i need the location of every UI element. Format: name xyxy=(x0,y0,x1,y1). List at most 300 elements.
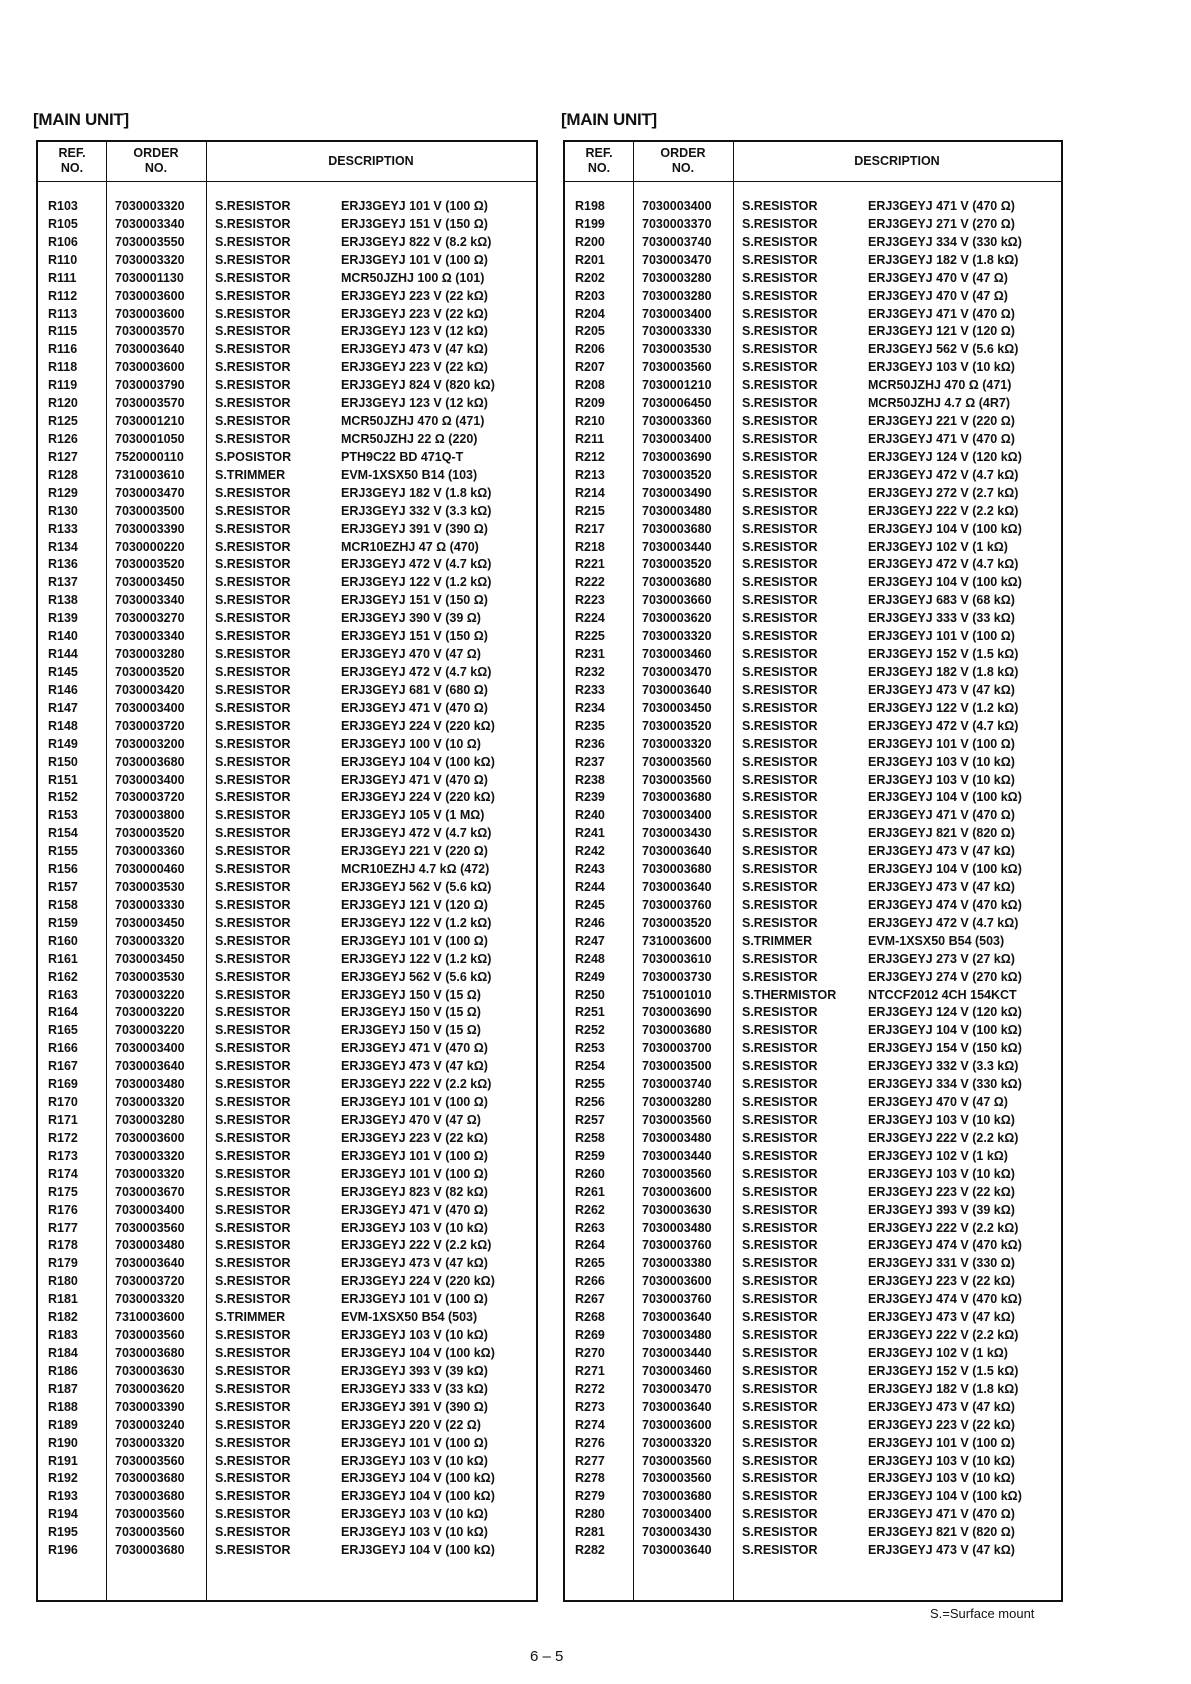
header-order: ORDER NO. xyxy=(660,146,706,175)
part-type: S.RESISTOR xyxy=(215,252,291,267)
ref-no: R166 xyxy=(48,1041,78,1056)
part-type: S.RESISTOR xyxy=(215,306,291,321)
table-row xyxy=(565,1202,1061,1220)
part-type: S.RESISTOR xyxy=(742,826,818,841)
table-row xyxy=(38,700,536,718)
ref-no: R268 xyxy=(575,1310,605,1325)
part-description: ERJ3GEYJ 152 V (1.5 kΩ) xyxy=(868,647,1019,662)
ref-no: R189 xyxy=(48,1417,78,1432)
table-row xyxy=(565,1363,1061,1381)
part-description: ERJ3GEYJ 471 V (470 Ω) xyxy=(868,1507,1015,1522)
order-no: 7030003400 xyxy=(115,1202,185,1217)
order-no: 7310003600 xyxy=(642,933,712,948)
ref-no: R157 xyxy=(48,880,78,895)
ref-no: R186 xyxy=(48,1363,78,1378)
part-type: S.RESISTOR xyxy=(215,503,291,518)
part-description: ERJ3GEYJ 223 V (22 kΩ) xyxy=(341,1130,488,1145)
ref-no: R129 xyxy=(48,485,78,500)
part-type: S.RESISTOR xyxy=(215,1130,291,1145)
table-row xyxy=(565,539,1061,557)
order-no: 7030003480 xyxy=(115,1077,185,1092)
table-row xyxy=(565,628,1061,646)
order-no: 7030003720 xyxy=(115,1274,185,1289)
order-no: 7030003340 xyxy=(115,216,185,231)
part-type: S.RESISTOR xyxy=(742,1453,818,1468)
part-type: S.RESISTOR xyxy=(742,844,818,859)
table-row xyxy=(565,718,1061,736)
part-description: ERJ3GEYJ 124 V (120 kΩ) xyxy=(868,449,1022,464)
part-description: ERJ3GEYJ 473 V (47 kΩ) xyxy=(868,1399,1015,1414)
order-no: 7030001130 xyxy=(115,270,184,285)
table-row xyxy=(565,377,1061,395)
part-description: ERJ3GEYJ 124 V (120 kΩ) xyxy=(868,1005,1022,1020)
order-no: 7520000110 xyxy=(115,449,184,464)
order-no: 7030003620 xyxy=(115,1381,185,1396)
part-description: MCR50JZHJ 470 Ω (471) xyxy=(341,414,485,429)
ref-no: R161 xyxy=(48,951,78,966)
part-type: S.RESISTOR xyxy=(742,360,818,375)
order-no: 7030003680 xyxy=(642,521,712,536)
order-no: 7030003620 xyxy=(642,611,712,626)
part-type: S.RESISTOR xyxy=(742,1202,818,1217)
left-parts-table xyxy=(36,140,538,1602)
part-type: S.RESISTOR xyxy=(742,1113,818,1128)
ref-no: R271 xyxy=(575,1363,605,1378)
part-description: EVM-1XSX50 B54 (503) xyxy=(868,933,1005,948)
ref-no: R103 xyxy=(48,199,78,213)
order-no: 7030003680 xyxy=(642,575,712,590)
table-row xyxy=(38,1309,536,1327)
ref-no: R262 xyxy=(575,1202,605,1217)
ref-no: R181 xyxy=(48,1292,78,1307)
part-description: ERJ3GEYJ 332 V (3.3 kΩ) xyxy=(341,503,492,518)
part-description: ERJ3GEYJ 472 V (4.7 kΩ) xyxy=(341,557,492,572)
ref-no: R231 xyxy=(575,647,605,662)
part-type: S.RESISTOR xyxy=(742,414,818,429)
ref-no: R127 xyxy=(48,449,78,464)
part-description: ERJ3GEYJ 103 V (10 kΩ) xyxy=(868,360,1015,375)
order-no: 7030003380 xyxy=(642,1256,712,1271)
table-row xyxy=(38,1040,536,1058)
part-description: ERJ3GEYJ 101 V (100 Ω) xyxy=(341,1148,488,1163)
table-row xyxy=(565,216,1061,234)
order-no: 7030003680 xyxy=(642,790,712,805)
ref-no: R260 xyxy=(575,1166,605,1181)
ref-no: R223 xyxy=(575,593,605,608)
table-row xyxy=(565,1399,1061,1417)
table-row xyxy=(38,234,536,252)
part-type: S.RESISTOR xyxy=(215,342,291,357)
part-type: S.RESISTOR xyxy=(742,897,818,912)
table-row xyxy=(565,843,1061,861)
table-row xyxy=(38,1255,536,1273)
part-type: S.RESISTOR xyxy=(742,1059,818,1074)
ref-no: R177 xyxy=(48,1220,78,1235)
ref-no: R263 xyxy=(575,1220,605,1235)
part-description: ERJ3GEYJ 103 V (10 kΩ) xyxy=(868,1453,1015,1468)
part-type: S.RESISTOR xyxy=(742,288,818,303)
order-no: 7030003720 xyxy=(115,790,185,805)
part-type: S.RESISTOR xyxy=(742,1041,818,1056)
ref-no: R118 xyxy=(48,360,78,375)
ref-no: R113 xyxy=(48,306,78,321)
table-row xyxy=(565,1004,1061,1022)
table-row xyxy=(565,1112,1061,1130)
part-description: ERJ3GEYJ 104 V (100 kΩ) xyxy=(868,862,1022,877)
ref-no: R158 xyxy=(48,897,78,912)
table-row xyxy=(38,216,536,234)
part-type: S.RESISTOR xyxy=(215,897,291,912)
part-description: ERJ3GEYJ 221 V (220 Ω) xyxy=(341,844,488,859)
part-type: S.RESISTOR xyxy=(742,1328,818,1343)
part-description: ERJ3GEYJ 471 V (470 Ω) xyxy=(868,431,1015,446)
ref-no: R159 xyxy=(48,915,78,930)
ref-no: R278 xyxy=(575,1471,605,1486)
part-description: ERJ3GEYJ 150 V (15 Ω) xyxy=(341,1023,481,1038)
table-row xyxy=(38,252,536,270)
part-description: ERJ3GEYJ 222 V (2.2 kΩ) xyxy=(341,1077,492,1092)
ref-no: R153 xyxy=(48,808,78,823)
part-type: S.RESISTOR xyxy=(742,1148,818,1163)
part-description: ERJ3GEYJ 222 V (2.2 kΩ) xyxy=(341,1238,492,1253)
part-type: S.RESISTOR xyxy=(742,557,818,572)
ref-no: R215 xyxy=(575,503,605,518)
part-description: ERJ3GEYJ 101 V (100 Ω) xyxy=(341,1292,488,1307)
ref-no: R280 xyxy=(575,1507,605,1522)
table-row xyxy=(565,1435,1061,1453)
order-no: 7030003470 xyxy=(115,485,185,500)
order-no: 7030003760 xyxy=(642,897,712,912)
ref-no: R244 xyxy=(575,880,605,895)
part-description: ERJ3GEYJ 224 V (220 kΩ) xyxy=(341,1274,495,1289)
ref-no: R239 xyxy=(575,790,605,805)
part-type: S.RESISTOR xyxy=(742,969,818,984)
part-type: S.RESISTOR xyxy=(215,1220,291,1235)
order-no: 7030003240 xyxy=(115,1417,185,1432)
table-row xyxy=(565,807,1061,825)
part-description: ERJ3GEYJ 470 V (47 Ω) xyxy=(868,288,1008,303)
part-type: S.RESISTOR xyxy=(742,772,818,787)
table-row xyxy=(565,646,1061,664)
order-no: 7030003400 xyxy=(642,808,712,823)
ref-no: R176 xyxy=(48,1202,78,1217)
order-no: 7030003360 xyxy=(115,844,185,859)
ref-no: R170 xyxy=(48,1095,78,1110)
table-row xyxy=(565,1453,1061,1471)
order-no: 7030003560 xyxy=(115,1525,185,1540)
order-no: 7030003640 xyxy=(642,880,712,895)
ref-no: R245 xyxy=(575,897,605,912)
part-type: S.RESISTOR xyxy=(215,216,291,231)
order-no: 7030003280 xyxy=(642,288,712,303)
part-description: ERJ3GEYJ 223 V (22 kΩ) xyxy=(868,1417,1015,1432)
order-no: 7030003280 xyxy=(642,1095,712,1110)
page-number: 6 – 5 xyxy=(530,1648,564,1665)
ref-no: R246 xyxy=(575,915,605,930)
ref-no: R250 xyxy=(575,987,605,1002)
part-description: ERJ3GEYJ 474 V (470 kΩ) xyxy=(868,1238,1022,1253)
ref-no: R208 xyxy=(575,378,605,393)
part-description: ERJ3GEYJ 103 V (10 kΩ) xyxy=(868,772,1015,787)
part-type: S.RESISTOR xyxy=(742,1220,818,1235)
part-description: ERJ3GEYJ 104 V (100 kΩ) xyxy=(341,1346,495,1360)
ref-no: R204 xyxy=(575,306,605,321)
table-row xyxy=(565,592,1061,610)
order-no: 7030003740 xyxy=(642,234,712,249)
order-no: 7030003500 xyxy=(115,503,185,518)
table-row xyxy=(565,951,1061,969)
ref-no: R282 xyxy=(575,1543,605,1558)
part-type: S.RESISTOR xyxy=(742,1471,818,1486)
table-row xyxy=(38,933,536,951)
right-section-title: [MAIN UNIT] xyxy=(561,110,657,129)
part-description: ERJ3GEYJ 150 V (15 Ω) xyxy=(341,987,481,1002)
table-row xyxy=(38,736,536,754)
table-row xyxy=(38,395,536,413)
part-description: ERJ3GEYJ 101 V (100 Ω) xyxy=(868,629,1015,644)
order-no: 7030003660 xyxy=(642,593,712,608)
table-row xyxy=(565,556,1061,574)
part-description: ERJ3GEYJ 152 V (1.5 kΩ) xyxy=(868,1363,1019,1378)
order-no: 7030003800 xyxy=(115,808,185,823)
table-row xyxy=(38,341,536,359)
order-no: 7030003320 xyxy=(115,1095,185,1110)
part-type: S.RESISTOR xyxy=(742,1489,818,1504)
part-description: ERJ3GEYJ 472 V (4.7 kΩ) xyxy=(341,664,492,679)
part-description: ERJ3GEYJ 473 V (47 kΩ) xyxy=(868,1310,1015,1325)
order-no: 7030001210 xyxy=(642,378,712,393)
order-no: 7030003390 xyxy=(115,1399,185,1414)
order-no: 7030003690 xyxy=(642,1005,712,1020)
part-type: S.RESISTOR xyxy=(742,216,818,231)
part-description: ERJ3GEYJ 104 V (100 kΩ) xyxy=(868,575,1022,590)
part-type: S.RESISTOR xyxy=(742,575,818,590)
order-no: 7030003450 xyxy=(642,700,712,715)
part-type: S.RESISTOR xyxy=(215,199,291,213)
order-no: 7030003640 xyxy=(642,682,712,697)
ref-no: R242 xyxy=(575,844,605,859)
ref-no: R203 xyxy=(575,288,605,303)
order-no: 7030003470 xyxy=(642,1381,712,1396)
order-no: 7030003720 xyxy=(115,718,185,733)
part-type: S.RESISTOR xyxy=(215,1292,291,1307)
table-row xyxy=(38,306,536,324)
table-row xyxy=(565,1022,1061,1040)
order-no: 7030003400 xyxy=(642,431,712,446)
ref-no: R258 xyxy=(575,1130,605,1145)
part-description: ERJ3GEYJ 220 V (22 Ω) xyxy=(341,1417,481,1432)
ref-no: R213 xyxy=(575,467,605,482)
order-no: 7030003480 xyxy=(642,1130,712,1145)
ref-no: R281 xyxy=(575,1525,605,1540)
table-row xyxy=(38,449,536,467)
part-type: S.RESISTOR xyxy=(215,969,291,984)
part-description: ERJ3GEYJ 122 V (1.2 kΩ) xyxy=(341,951,492,966)
part-type: S.RESISTOR xyxy=(742,1346,818,1360)
order-no: 7030003330 xyxy=(642,324,712,339)
table-row xyxy=(565,1381,1061,1399)
part-type: S.RESISTOR xyxy=(215,1166,291,1181)
part-description: ERJ3GEYJ 333 V (33 kΩ) xyxy=(341,1381,488,1396)
part-description: ERJ3GEYJ 182 V (1.8 kΩ) xyxy=(341,485,492,500)
ref-no: R187 xyxy=(48,1381,78,1396)
table-row xyxy=(565,323,1061,341)
header-ref: REF. NO. xyxy=(585,146,613,175)
part-description: ERJ3GEYJ 473 V (47 kΩ) xyxy=(868,880,1015,895)
table-row xyxy=(565,1148,1061,1166)
order-no: 7030003460 xyxy=(642,1363,712,1378)
part-description: ERJ3GEYJ 470 V (47 Ω) xyxy=(868,1095,1008,1110)
part-description: ERJ3GEYJ 102 V (1 kΩ) xyxy=(868,1148,1008,1163)
ref-no: R163 xyxy=(48,987,78,1002)
part-type: S.RESISTOR xyxy=(215,557,291,572)
part-type: S.RESISTOR xyxy=(215,360,291,375)
ref-no: R190 xyxy=(48,1435,78,1450)
part-type: S.RESISTOR xyxy=(215,431,291,446)
ref-no: R222 xyxy=(575,575,605,590)
order-no: 7310003610 xyxy=(115,467,185,482)
order-no: 7030003640 xyxy=(642,844,712,859)
part-description: NTCCF2012 4CH 154KCT xyxy=(868,987,1017,1002)
ref-no: R209 xyxy=(575,396,605,411)
table-row xyxy=(38,377,536,395)
part-description: ERJ3GEYJ 470 V (47 Ω) xyxy=(341,647,481,662)
table-row xyxy=(565,1058,1061,1076)
ref-no: R201 xyxy=(575,252,605,267)
ref-no: R237 xyxy=(575,754,605,769)
part-description: ERJ3GEYJ 331 V (330 Ω) xyxy=(868,1256,1015,1271)
order-no: 7030003560 xyxy=(642,1471,712,1486)
order-no: 7310003600 xyxy=(115,1310,185,1325)
part-description: ERJ3GEYJ 474 V (470 kΩ) xyxy=(868,897,1022,912)
part-description: ERJ3GEYJ 470 V (47 Ω) xyxy=(341,1113,481,1128)
ref-no: R266 xyxy=(575,1274,605,1289)
part-type: S.RESISTOR xyxy=(215,324,291,339)
part-type: S.RESISTOR xyxy=(742,431,818,446)
order-no: 7030003430 xyxy=(642,1525,712,1540)
part-description: ERJ3GEYJ 222 V (2.2 kΩ) xyxy=(868,1220,1019,1235)
part-description: ERJ3GEYJ 222 V (2.2 kΩ) xyxy=(868,503,1019,518)
part-type: S.RESISTOR xyxy=(742,1005,818,1020)
table-row xyxy=(565,431,1061,449)
ref-no: R146 xyxy=(48,682,78,697)
ref-no: R211 xyxy=(575,431,605,446)
order-no: 7030003520 xyxy=(115,664,185,679)
order-no: 7030003560 xyxy=(642,1453,712,1468)
part-description: ERJ3GEYJ 122 V (1.2 kΩ) xyxy=(868,700,1019,715)
order-no: 7030003700 xyxy=(642,1041,712,1056)
part-type: S.RESISTOR xyxy=(215,808,291,823)
part-type: S.RESISTOR xyxy=(742,915,818,930)
part-type: S.RESISTOR xyxy=(215,1435,291,1450)
part-description: ERJ3GEYJ 122 V (1.2 kΩ) xyxy=(341,575,492,590)
table-row xyxy=(565,485,1061,503)
part-type: S.RESISTOR xyxy=(742,754,818,769)
table-row xyxy=(565,1273,1061,1291)
table-row xyxy=(38,1166,536,1184)
part-type: S.RESISTOR xyxy=(215,1507,291,1522)
part-type: S.RESISTOR xyxy=(215,1363,291,1378)
part-description: ERJ3GEYJ 224 V (220 kΩ) xyxy=(341,718,495,733)
part-description: ERJ3GEYJ 122 V (1.2 kΩ) xyxy=(341,915,492,930)
order-no: 7030003560 xyxy=(642,1113,712,1128)
ref-no: R167 xyxy=(48,1059,78,1074)
order-no: 7030003480 xyxy=(642,1328,712,1343)
table-row xyxy=(565,915,1061,933)
order-no: 7030003640 xyxy=(115,1256,185,1271)
part-description: ERJ3GEYJ 101 V (100 Ω) xyxy=(341,252,488,267)
order-no: 7030003560 xyxy=(642,772,712,787)
table-row xyxy=(38,270,536,288)
part-type: S.RESISTOR xyxy=(215,736,291,751)
ref-no: R136 xyxy=(48,557,78,572)
order-no: 7030003630 xyxy=(642,1202,712,1217)
part-description: ERJ3GEYJ 221 V (220 Ω) xyxy=(868,414,1015,429)
order-no: 7030003680 xyxy=(115,1489,185,1504)
ref-no: R196 xyxy=(48,1543,78,1558)
part-type: S.RESISTOR xyxy=(215,647,291,662)
table-row xyxy=(38,1273,536,1291)
table-row xyxy=(38,754,536,772)
part-description: EVM-1XSX50 B14 (103) xyxy=(341,467,478,482)
part-description: ERJ3GEYJ 223 V (22 kΩ) xyxy=(868,1184,1015,1199)
ref-no: R144 xyxy=(48,647,78,662)
order-no: 7030003530 xyxy=(642,342,712,357)
order-no: 7030003600 xyxy=(642,1417,712,1432)
ref-no: R150 xyxy=(48,754,78,769)
part-type: S.RESISTOR xyxy=(215,593,291,608)
part-type: S.RESISTOR xyxy=(742,449,818,464)
ref-no: R224 xyxy=(575,611,605,626)
table-row xyxy=(565,754,1061,772)
order-no: 7030003570 xyxy=(115,324,185,339)
ref-no: R178 xyxy=(48,1238,78,1253)
part-description: ERJ3GEYJ 104 V (100 kΩ) xyxy=(341,1471,495,1486)
part-type: S.RESISTOR xyxy=(215,754,291,769)
table-row xyxy=(38,574,536,592)
ref-no: R269 xyxy=(575,1328,605,1343)
table-row xyxy=(38,539,536,557)
part-description: ERJ3GEYJ 390 V (39 Ω) xyxy=(341,611,481,626)
ref-no: R112 xyxy=(48,288,78,303)
table-row xyxy=(565,1237,1061,1255)
order-no: 7030003760 xyxy=(642,1292,712,1307)
part-type: S.RESISTOR xyxy=(742,1130,818,1145)
part-description: ERJ3GEYJ 103 V (10 kΩ) xyxy=(868,1471,1015,1486)
order-no: 7030001050 xyxy=(115,431,185,446)
part-type: S.RESISTOR xyxy=(215,1489,291,1504)
part-type: S.RESISTOR xyxy=(215,288,291,303)
table-row xyxy=(565,987,1061,1005)
order-no: 7030003740 xyxy=(642,1077,712,1092)
part-type: S.RESISTOR xyxy=(742,539,818,554)
part-description: ERJ3GEYJ 472 V (4.7 kΩ) xyxy=(868,718,1019,733)
part-description: ERJ3GEYJ 472 V (4.7 kΩ) xyxy=(868,557,1019,572)
part-description: ERJ3GEYJ 473 V (47 kΩ) xyxy=(341,342,488,357)
table-row xyxy=(38,1470,536,1488)
part-description: ERJ3GEYJ 121 V (120 Ω) xyxy=(868,324,1015,339)
ref-no: R206 xyxy=(575,342,605,357)
ref-no: R151 xyxy=(48,772,78,787)
part-type: S.RESISTOR xyxy=(742,700,818,715)
ref-no: R256 xyxy=(575,1095,605,1110)
part-type: S.RESISTOR xyxy=(742,467,818,482)
part-type: S.RESISTOR xyxy=(215,575,291,590)
part-type: S.RESISTOR xyxy=(215,396,291,411)
part-type: S.RESISTOR xyxy=(215,629,291,644)
ref-no: R205 xyxy=(575,324,605,339)
table-row xyxy=(38,861,536,879)
